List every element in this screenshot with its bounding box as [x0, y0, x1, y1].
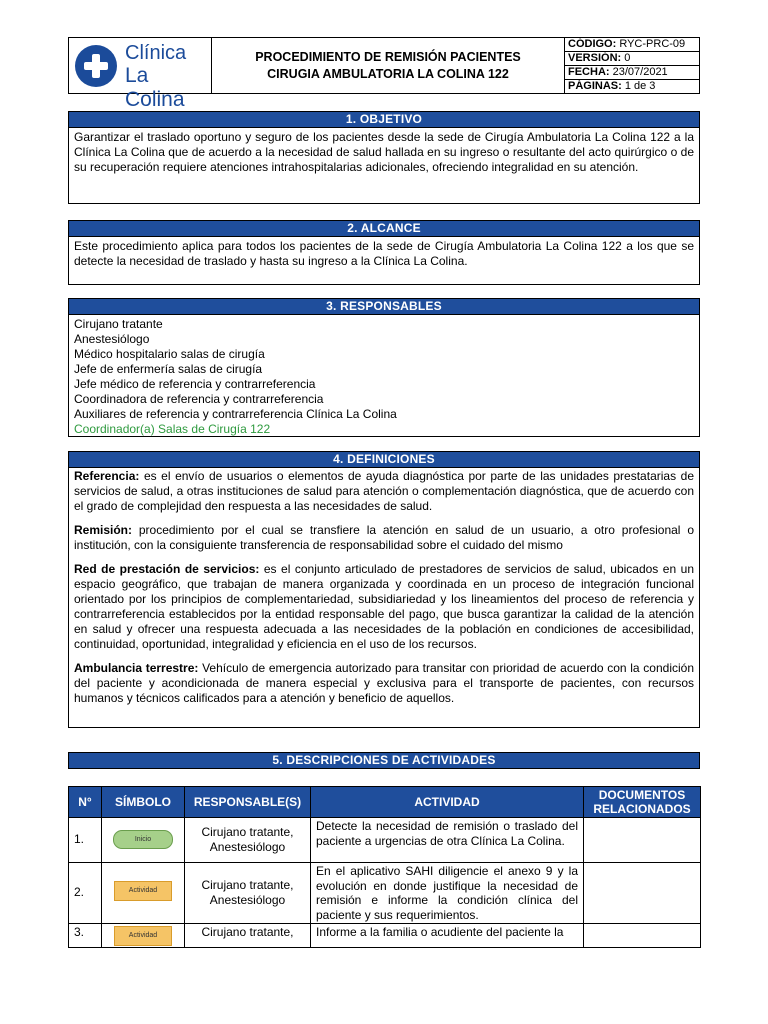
responsables-list — [68, 315, 700, 437]
responsable-item: Médico hospitalario salas de cirugía — [74, 347, 265, 361]
actividades-table — [68, 786, 701, 948]
row-documentos — [584, 924, 701, 948]
table-row — [69, 818, 701, 863]
table-row — [69, 863, 701, 924]
row-responsable: Cirujano tratante, — [185, 924, 311, 948]
row-responsable: Cirujano tratante, Anestesiólogo — [185, 863, 311, 924]
section-objetivo-text: Garantizar el traslado oportuno y seguro de los pacientes desde la sede de Cirugía Ambulatoria La Colina 122 a la Clínica La Colina que de acuerdo a la necesidad de salud hallada en su ingreso o resultante del acto quirúrgico o de su recuperación requiere atenciones intrahospitalarias adicionales, ofreciendo integralidad en su atención. — [68, 128, 700, 204]
header-num: N° — [69, 787, 102, 818]
section-objetivo-title: 1. OBJETIVO — [68, 111, 700, 128]
row-actividad: Informe a la familia o acudiente del paciente la — [311, 924, 584, 948]
definicion-referencia: Referencia: es el envío de usuarios o elementos de ayuda diagnóstica por parte de las unidades prestatarias de servicios de salud, a otras instituciones de salud para atención o complementación diagnóstica, que de acuerdo con el grado de complejidad den respuesta a las necesidades de salud. — [74, 469, 694, 513]
section-actividades-title: 5. DESCRIPCIONES DE ACTIVIDADES — [68, 752, 700, 769]
header-actividad: ACTIVIDAD — [311, 787, 584, 818]
fecha-field: FECHA: 23/07/2021 — [565, 66, 699, 80]
logo — [69, 38, 212, 111]
table-row — [69, 924, 701, 948]
row-symbol — [102, 924, 185, 948]
row-responsable: Cirujano tratante, Anestesiólogo — [185, 818, 311, 863]
row-symbol — [102, 818, 185, 863]
section-alcance-text: Este procedimiento aplica para todos los pacientes de la sede de Cirugía Ambulatoria La Colina 122 a los que se detecte la necesidad de traslado y hasta su ingreso a la Clínica La Colina. — [68, 237, 700, 285]
actividad-symbol: Actividad — [114, 926, 172, 946]
definicion-remision: Remisión: procedimiento por el cual se transfiere la atención en salud de un usuario, a otro profesional o institución, con la consiguiente transferencia de responsabilidad sobre el cuidado del mismo — [74, 523, 694, 552]
paginas-field: PÁGINAS: 1 de 3 — [568, 80, 656, 92]
row-actividad: Detecte la necesidad de remisión o traslado del paciente a urgencias de otra Clínica La Colina. — [311, 818, 584, 863]
row-actividad: En el aplicativo SAHI diligencie el anexo 9 y la evolución en donde justifique la necesidad de remisión e informe la condición clínica del paciente y sus requerimientos. — [311, 863, 584, 924]
row-documentos — [584, 863, 701, 924]
inicio-symbol: Inicio — [113, 830, 173, 849]
row-num: 2. — [69, 863, 102, 924]
row-symbol — [102, 863, 185, 924]
title-line2: CIRUGIA AMBULATORIA LA COLINA 122 — [267, 66, 509, 81]
responsable-item: Coordinadora de referencia y contrarreferencia — [74, 392, 324, 406]
definicion-red-prestacion: Red de prestación de servicios: es el conjunto articulado de prestadores de servicios de salud, ubicados en un espacio geográfico, que trabajan de manera organizada y coordinada en un proceso de integración funcional orientado por los principios de complementariedad, subsidiariedad y los lineamientos del proceso de referencia y contrarreferencia establecidos por la entidad responsable del pago, que busca garantizar la calidad de la atención en salud y ofrecer una respuesta adecuada a las necesidades de la población en condiciones de accesibilidad, continuidad, oportunidad, integralidad y eficiencia en el uso de los recursos. — [74, 562, 694, 651]
version-field: VERSIÓN: 0 — [565, 52, 699, 66]
section-alcance-title: 2. ALCANCE — [68, 220, 700, 237]
responsable-item: Jefe médico de referencia y contrarreferencia — [74, 377, 316, 391]
document-title — [212, 38, 565, 93]
section-responsables-title: 3. RESPONSABLES — [68, 298, 700, 315]
document-header — [68, 37, 700, 111]
responsable-item: Cirujano tratante — [74, 317, 163, 331]
responsable-item: Jefe de enfermería salas de cirugía — [74, 362, 263, 376]
responsable-item: Auxiliares de referencia y contrarreferencia Clínica La Colina — [74, 407, 397, 421]
actividad-symbol: Actividad — [114, 881, 172, 901]
row-num: 3. — [69, 924, 102, 948]
table-header-row — [69, 787, 701, 818]
logo-text-line2: La Colina — [125, 64, 185, 111]
title-line1: PROCEDIMIENTO DE REMISIÓN PACIENTES — [255, 49, 521, 64]
cross-icon — [75, 45, 117, 87]
definiciones-list — [68, 468, 700, 728]
responsable-item: Anestesiólogo — [74, 332, 150, 346]
definicion-ambulancia: Ambulancia terrestre: Vehículo de emergencia autorizado para transitar con prioridad de acuerdo con la condición del paciente y acondicionada de manera especial y exclusiva para el transporte de pacientes, con recursos humanos y técnicos calificados para a atención y beneficio de aquellos. — [74, 661, 694, 705]
logo-text-line1: Clínica — [125, 42, 187, 64]
header-responsables: RESPONSABLE(S) — [185, 787, 311, 818]
header-documentos: DOCUMENTOS RELACIONADOS — [584, 787, 701, 818]
header-simbolo: SÍMBOLO — [102, 787, 185, 818]
responsable-item-highlighted: Coordinador(a) Salas de Cirugía 122 — [74, 422, 271, 436]
row-documentos — [584, 818, 701, 863]
codigo-field: CÓDIGO: RYC-PRC-09 — [565, 38, 699, 52]
row-num: 1. — [69, 818, 102, 863]
section-definiciones-title: 4. DEFINICIONES — [68, 451, 700, 468]
